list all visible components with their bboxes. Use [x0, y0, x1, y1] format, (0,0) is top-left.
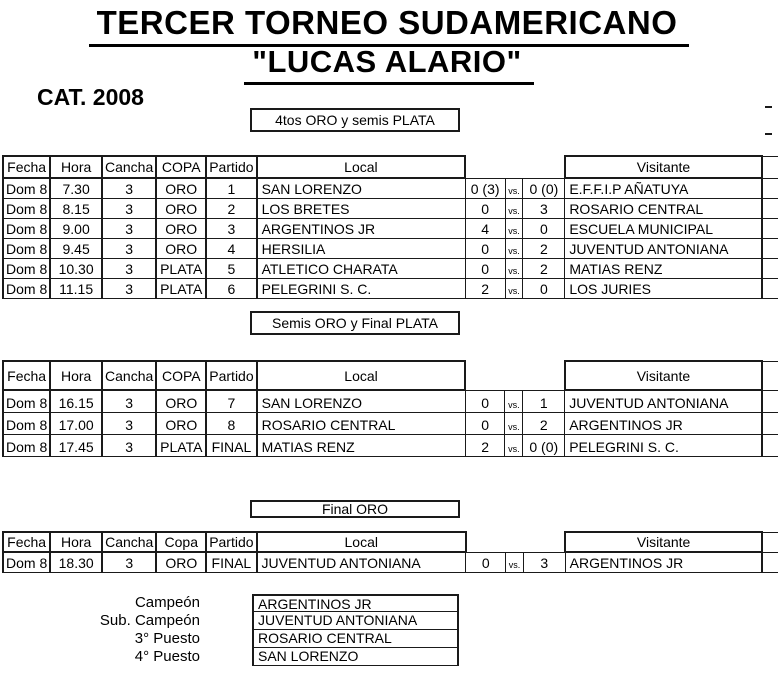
cell-fecha: Dom 8	[3, 278, 50, 298]
match-row	[3, 218, 778, 238]
cell-fecha: Dom 8	[3, 552, 50, 572]
grid-overflow-cell	[762, 412, 778, 434]
grid-overflow-cell	[762, 258, 778, 278]
col-header-vs	[505, 156, 523, 178]
cell-partido: 7	[206, 390, 256, 412]
cell-score_local: 4	[465, 218, 505, 238]
cell-local: ROSARIO CENTRAL	[257, 412, 466, 434]
cell-score_local: 0	[466, 552, 506, 572]
col-header-score_visitante	[524, 532, 566, 552]
cell-cancha: 3	[102, 278, 156, 298]
cell-hora: 8.15	[50, 198, 102, 218]
cell-score_visitante: 2	[523, 238, 565, 258]
cell-score_local: 0 (3)	[465, 178, 505, 198]
col-header-cancha: Cancha	[102, 532, 156, 552]
cell-fecha: Dom 8	[3, 258, 50, 278]
category-label: CAT. 2008	[37, 84, 144, 110]
col-header-hora: Hora	[50, 361, 102, 390]
cell-visitante: JUVENTUD ANTONIANA	[565, 390, 762, 412]
standings-team-cell: ARGENTINOS JR	[252, 594, 459, 612]
cell-score_visitante: 2	[523, 412, 565, 434]
cell-visitante: ESCUELA MUNICIPAL	[565, 218, 762, 238]
cell-fecha: Dom 8	[3, 218, 50, 238]
grid-overflow-cell	[762, 218, 778, 238]
cell-partido: 6	[206, 278, 256, 298]
match-row	[3, 178, 778, 198]
cell-fecha: Dom 8	[3, 178, 50, 198]
cell-cancha: 3	[102, 434, 156, 456]
cell-partido: 1	[206, 178, 256, 198]
standings-rank-label: 3° Puesto	[134, 630, 200, 647]
cell-local: LOS BRETES	[257, 198, 466, 218]
cell-local: MATIAS RENZ	[257, 434, 466, 456]
matches-table-1	[2, 155, 778, 299]
spacer	[200, 594, 252, 612]
grid-overflow-cell	[762, 390, 778, 412]
cell-score_visitante: 0 (0)	[523, 178, 565, 198]
col-header-partido: Partido	[206, 532, 256, 552]
match-row	[3, 552, 778, 572]
cell-partido: 8	[206, 412, 256, 434]
cell-copa: ORO	[156, 218, 206, 238]
cell-cancha: 3	[102, 218, 156, 238]
spacer	[200, 648, 252, 666]
col-header-visitante: Visitante	[565, 361, 762, 390]
cell-visitante: JUVENTUD ANTONIANA	[565, 238, 762, 258]
cell-vs: vs.	[505, 278, 523, 298]
col-header-local: Local	[257, 532, 466, 552]
header-row	[3, 532, 778, 552]
cell-score_visitante: 2	[523, 258, 565, 278]
col-header-cancha: Cancha	[102, 156, 156, 178]
cell-hora: 9.00	[50, 218, 102, 238]
cell-hora: 9.45	[50, 238, 102, 258]
cell-cancha: 3	[102, 258, 156, 278]
col-header-visitante: Visitante	[565, 532, 762, 552]
cell-partido: 4	[206, 238, 256, 258]
col-header-score_local	[466, 532, 506, 552]
col-header-vs	[506, 532, 524, 552]
cell-cancha: 3	[102, 412, 156, 434]
standings-team-cell: ROSARIO CENTRAL	[252, 629, 459, 648]
standings-rank-label: 4° Puesto	[134, 648, 200, 665]
cell-cancha: 3	[102, 198, 156, 218]
col-header-fecha: Fecha	[3, 532, 50, 552]
cell-copa: PLATA	[156, 258, 206, 278]
page-title	[0, 4, 778, 47]
page-subtitle	[0, 44, 778, 85]
cell-score_local: 2	[465, 278, 505, 298]
spacer	[200, 630, 252, 648]
grid-overflow-cell	[762, 552, 778, 572]
cell-vs: vs.	[505, 198, 523, 218]
grid-overflow-cell	[762, 178, 778, 198]
header-row	[3, 156, 778, 178]
col-header-copa: COPA	[156, 156, 206, 178]
cell-partido: 3	[206, 218, 256, 238]
matches-table-2	[2, 360, 778, 457]
cell-vs: vs.	[505, 412, 523, 434]
matches-table-3	[2, 531, 778, 573]
cell-score_local: 0	[465, 198, 505, 218]
standings-team-cell: JUVENTUD ANTONIANA	[252, 611, 459, 630]
cell-hora: 10.30	[50, 258, 102, 278]
grid-overflow-cell	[762, 156, 778, 178]
cell-score_visitante: 3	[524, 552, 566, 572]
col-header-score_local	[465, 156, 505, 178]
cell-copa: ORO	[156, 390, 206, 412]
cell-partido: 2	[206, 198, 256, 218]
cell-local: SAN LORENZO	[257, 178, 466, 198]
cell-fecha: Dom 8	[3, 198, 50, 218]
cell-copa: ORO	[156, 412, 206, 434]
match-row	[3, 412, 778, 434]
col-header-hora: Hora	[50, 532, 102, 552]
cell-vs: vs.	[505, 258, 523, 278]
cell-vs: vs.	[506, 552, 524, 572]
cell-partido: 5	[206, 258, 256, 278]
cell-score_local: 0	[465, 258, 505, 278]
standings-rank-label: Sub. Campeón	[99, 612, 200, 629]
col-header-fecha: Fecha	[3, 361, 50, 390]
page-subtitle-text: "LUCAS ALARIO"	[244, 44, 533, 85]
col-header-partido: Partido	[206, 361, 256, 390]
col-header-score_visitante	[523, 361, 565, 390]
cell-visitante: LOS JURIES	[565, 278, 762, 298]
cell-hora: 17.00	[50, 412, 102, 434]
cell-local: SAN LORENZO	[257, 390, 466, 412]
cell-local: PELEGRINI S. C.	[257, 278, 466, 298]
cell-score_visitante: 1	[523, 390, 565, 412]
cell-vs: vs.	[505, 218, 523, 238]
section-label-quarters: 4tos ORO y semis PLATA	[250, 108, 460, 132]
cell-copa: ORO	[156, 178, 206, 198]
cell-cancha: 3	[102, 552, 156, 572]
col-header-vs	[505, 361, 523, 390]
header-row	[3, 361, 778, 390]
cell-copa: PLATA	[156, 278, 206, 298]
col-header-copa: Copa	[156, 532, 206, 552]
grid-overflow-cell	[762, 238, 778, 258]
cell-score_local: 0	[465, 390, 505, 412]
cell-vs: vs.	[505, 238, 523, 258]
cell-visitante: ARGENTINOS JR	[565, 412, 762, 434]
cell-visitante: MATIAS RENZ	[565, 258, 762, 278]
cell-visitante: ARGENTINOS JR	[565, 552, 762, 572]
cell-local: ATLETICO CHARATA	[257, 258, 466, 278]
grid-overflow-cell	[762, 434, 778, 456]
cell-copa: PLATA	[156, 434, 206, 456]
cell-vs: vs.	[505, 434, 523, 456]
cell-partido: FINAL	[206, 552, 256, 572]
col-header-fecha: Fecha	[3, 156, 50, 178]
section-label-semis: Semis ORO y Final PLATA	[250, 311, 460, 335]
col-header-score_visitante	[523, 156, 565, 178]
cell-copa: ORO	[156, 198, 206, 218]
cell-score_visitante: 0	[523, 278, 565, 298]
gridline-fragment	[765, 133, 772, 135]
grid-overflow-cell	[762, 532, 778, 552]
page-title-text: TERCER TORNEO SUDAMERICANO	[89, 4, 690, 47]
cell-partido: FINAL	[206, 434, 256, 456]
cell-cancha: 3	[102, 238, 156, 258]
cell-cancha: 3	[102, 178, 156, 198]
cell-fecha: Dom 8	[3, 412, 50, 434]
col-header-copa: COPA	[156, 361, 206, 390]
match-row	[3, 238, 778, 258]
cell-local: JUVENTUD ANTONIANA	[257, 552, 466, 572]
cell-hora: 11.15	[50, 278, 102, 298]
standings-row	[0, 648, 459, 666]
cell-hora: 7.30	[50, 178, 102, 198]
cell-local: HERSILIA	[257, 238, 466, 258]
cell-score_visitante: 3	[523, 198, 565, 218]
cell-visitante: E.F.F.I.P AÑATUYA	[565, 178, 762, 198]
gridline-fragment	[765, 106, 772, 108]
spacer	[200, 612, 252, 630]
cell-fecha: Dom 8	[3, 238, 50, 258]
cell-copa: ORO	[156, 238, 206, 258]
cell-vs: vs.	[505, 178, 523, 198]
cell-visitante: PELEGRINI S. C.	[565, 434, 762, 456]
col-header-visitante: Visitante	[565, 156, 762, 178]
cell-cancha: 3	[102, 390, 156, 412]
cell-score_local: 2	[465, 434, 505, 456]
cell-vs: vs.	[505, 390, 523, 412]
cell-score_visitante: 0 (0)	[523, 434, 565, 456]
col-header-hora: Hora	[50, 156, 102, 178]
grid-overflow-cell	[762, 278, 778, 298]
cell-hora: 16.15	[50, 390, 102, 412]
standings-rank-label: Campeón	[134, 594, 200, 611]
cell-score_visitante: 0	[523, 218, 565, 238]
cell-fecha: Dom 8	[3, 390, 50, 412]
standings-team-cell: SAN LORENZO	[252, 647, 459, 666]
match-row	[3, 390, 778, 412]
section-label-final: Final ORO	[250, 500, 460, 518]
standings-row	[0, 630, 459, 648]
cell-score_local: 0	[465, 238, 505, 258]
cell-hora: 17.45	[50, 434, 102, 456]
col-header-score_local	[465, 361, 505, 390]
col-header-local: Local	[257, 361, 466, 390]
match-row	[3, 198, 778, 218]
cell-local: ARGENTINOS JR	[257, 218, 466, 238]
grid-overflow-cell	[762, 361, 778, 390]
col-header-partido: Partido	[206, 156, 256, 178]
col-header-local: Local	[257, 156, 466, 178]
cell-copa: ORO	[156, 552, 206, 572]
match-row	[3, 258, 778, 278]
match-row	[3, 434, 778, 456]
cell-hora: 18.30	[50, 552, 102, 572]
standings-row	[0, 594, 459, 612]
cell-visitante: ROSARIO CENTRAL	[565, 198, 762, 218]
col-header-cancha: Cancha	[102, 361, 156, 390]
match-row	[3, 278, 778, 298]
cell-score_local: 0	[465, 412, 505, 434]
grid-overflow-cell	[762, 198, 778, 218]
standings	[0, 594, 459, 666]
cell-fecha: Dom 8	[3, 434, 50, 456]
standings-row	[0, 612, 459, 630]
